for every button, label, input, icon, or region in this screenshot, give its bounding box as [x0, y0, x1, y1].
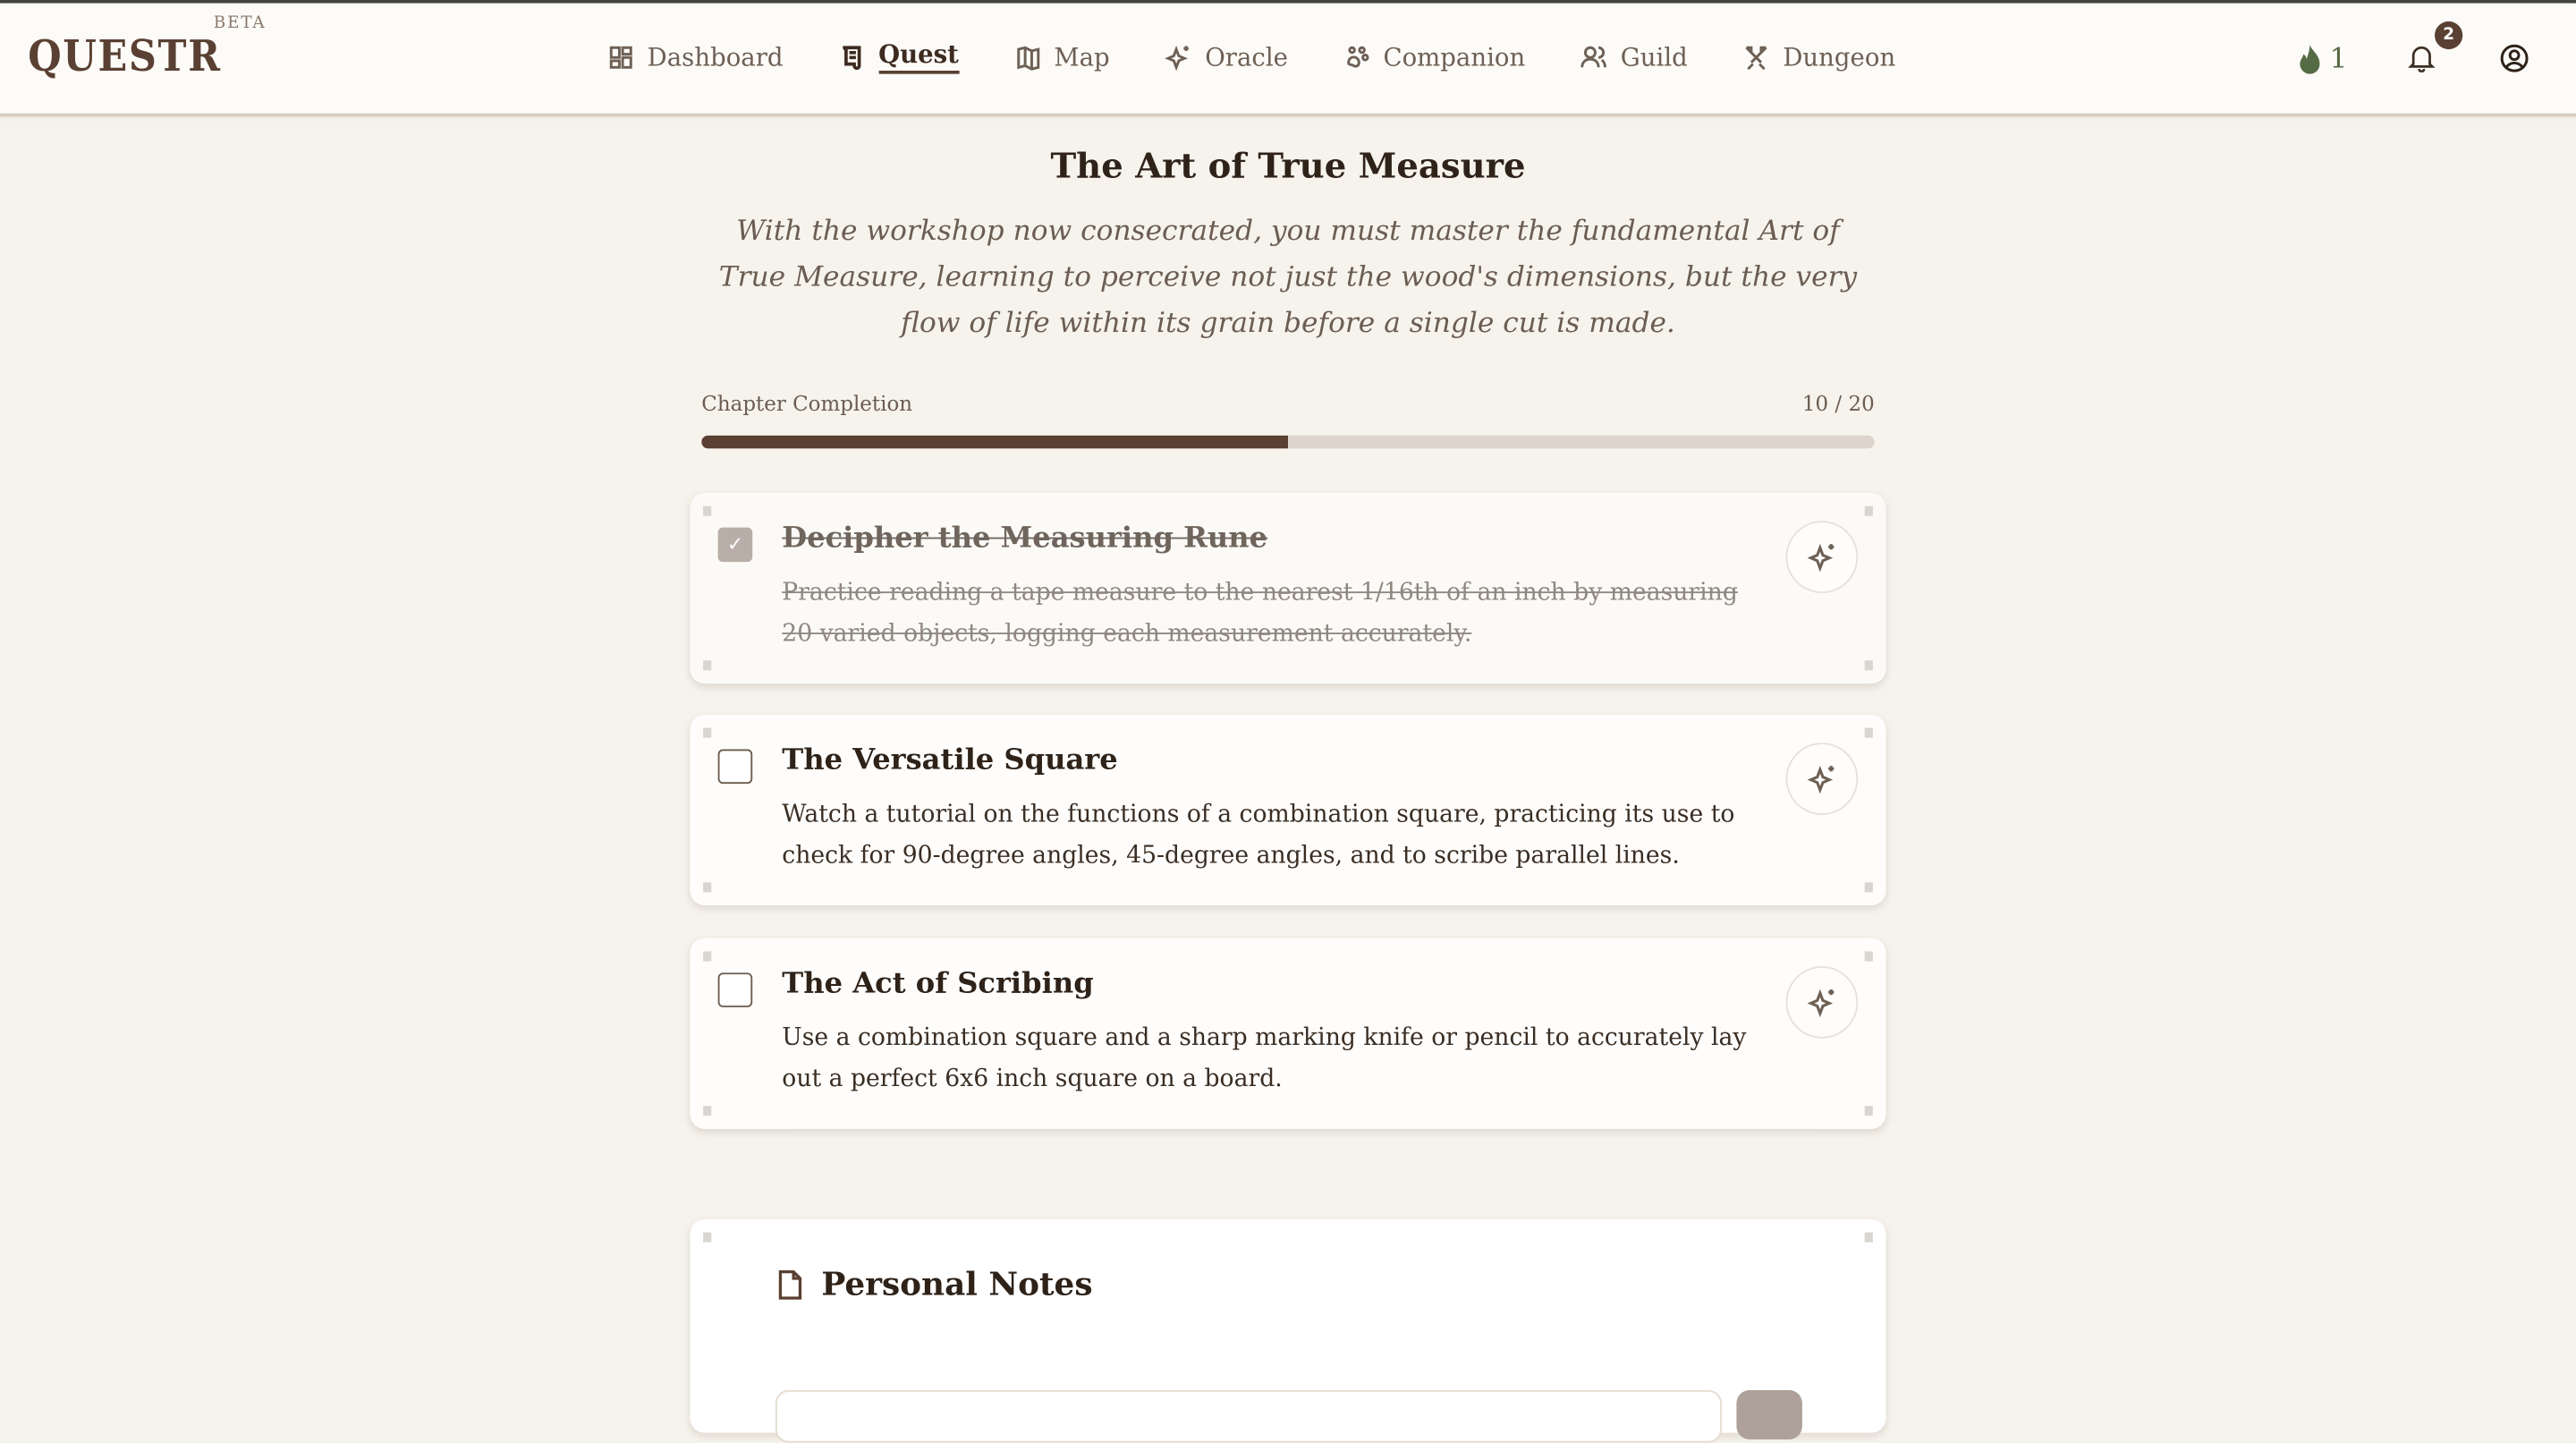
swords-icon [1743, 44, 1769, 70]
logo[interactable]: QUESTR [28, 32, 222, 82]
corner-mark [703, 660, 711, 670]
nav-companion[interactable] [1343, 39, 1525, 74]
task-description: Watch a tutorial on the functions of a combination square, practicing its use to check for 90-degree angles, 45-degree angles, and to scribe parallel lines. [782, 802, 1735, 870]
corner-mark [1865, 1233, 1873, 1243]
progress-fill [701, 436, 1288, 449]
notes-heading [775, 1265, 1093, 1303]
scroll-icon [839, 44, 865, 70]
nav-label: Map [1054, 41, 1110, 72]
notes-input[interactable] [775, 1390, 1722, 1443]
chapter-subtitle: With the workshop now consecrated, you must master the fundamental Art of True Measure, learning to perceive not just the wood's dimensions, but the very flow of life within its grain before a single cut is made. [718, 215, 1858, 341]
corner-mark [1865, 882, 1873, 892]
task-title: The Versatile Square [782, 744, 1118, 777]
nav-map[interactable] [1014, 39, 1109, 74]
flame-icon [2297, 43, 2323, 76]
streak-counter[interactable] [2297, 43, 2348, 76]
sparkles-icon [1807, 764, 1836, 794]
nav-quest[interactable] [839, 39, 959, 74]
notes-save-button[interactable] [1736, 1390, 1801, 1439]
profile-button[interactable] [2499, 43, 2530, 74]
dashboard-icon [608, 44, 634, 70]
task-description: Use a combination square and a sharp marking knife or pencil to accurately lay out a perfect 6x6 inch square on a board. [782, 1025, 1747, 1093]
map-icon [1014, 44, 1040, 70]
task-checkbox[interactable] [718, 528, 753, 563]
corner-mark [703, 506, 711, 516]
corner-mark [703, 728, 711, 738]
beta-label: BETA [213, 14, 267, 33]
sparkles-icon [1807, 542, 1836, 572]
sparkles-icon [1165, 44, 1191, 70]
nav-label: Dashboard [647, 41, 784, 72]
corner-mark [1865, 728, 1873, 738]
notification-badge: 2 [2435, 21, 2462, 49]
task-title: Decipher the Measuring Rune [782, 522, 1268, 556]
sparkles-icon [1807, 988, 1836, 1017]
corner-mark [1865, 951, 1873, 961]
progress-label: Chapter Completion [701, 391, 913, 416]
oracle-hint-button[interactable] [1786, 966, 1859, 1039]
corner-mark [1865, 506, 1873, 516]
corner-mark [703, 951, 711, 961]
oracle-hint-button[interactable] [1786, 521, 1859, 593]
task-checkbox[interactable] [718, 750, 753, 785]
paw-icon [1343, 44, 1369, 70]
progress-bar [701, 436, 1874, 449]
corner-mark [703, 882, 711, 892]
file-icon [775, 1268, 805, 1301]
corner-mark [1865, 1106, 1873, 1116]
bell-icon [2407, 43, 2436, 72]
user-circle-icon [2499, 43, 2530, 74]
corner-mark [703, 1233, 711, 1243]
task-card [690, 493, 1885, 683]
nav-dashboard[interactable] [608, 39, 784, 74]
notifications-button[interactable] [2407, 26, 2455, 72]
task-card [690, 938, 1885, 1129]
nav-label: Dungeon [1783, 41, 1896, 72]
nav-dungeon[interactable] [1743, 39, 1895, 74]
top-nav-bar [0, 4, 2576, 117]
progress-count: 10 / 20 [1801, 391, 1875, 416]
task-title: The Act of Scribing [782, 967, 1094, 1001]
nav-oracle[interactable] [1165, 39, 1288, 74]
chapter-title: The Art of True Measure [1050, 144, 1526, 186]
corner-mark [1865, 660, 1873, 670]
nav-label: Companion [1383, 41, 1526, 72]
main-nav [608, 39, 1896, 74]
nav-label: Quest [878, 39, 959, 74]
streak-count: 1 [2329, 42, 2348, 76]
corner-mark [703, 1106, 711, 1116]
nav-guild[interactable] [1581, 39, 1688, 74]
task-card [690, 715, 1885, 905]
oracle-hint-button[interactable] [1786, 743, 1859, 815]
check-icon: ✓ [726, 532, 744, 556]
nav-label: Oracle [1205, 41, 1288, 72]
users-icon [1581, 44, 1607, 70]
notes-title: Personal Notes [821, 1265, 1093, 1303]
task-checkbox[interactable] [718, 972, 753, 1007]
nav-label: Guild [1620, 41, 1688, 72]
task-description: Practice reading a tape measure to the nearest 1/16th of an inch by measuring 20 varied objects, logging each measurement accurately. [782, 580, 1738, 648]
